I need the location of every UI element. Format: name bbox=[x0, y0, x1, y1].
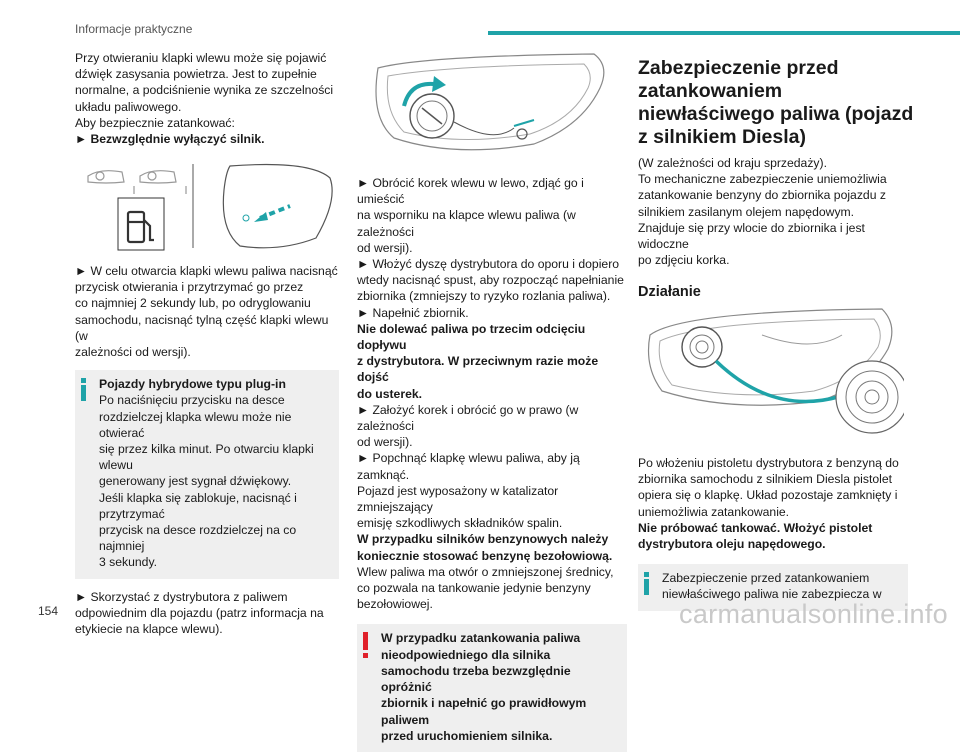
step-line: zbiornika (zmniejszy to ryzyko rozlania paliwa). bbox=[357, 289, 611, 304]
bold-warning-line: z dystrybutora. W przeciwnym razie może dojść bbox=[357, 354, 599, 385]
misfuel-device-figure bbox=[642, 305, 904, 443]
note-line: rozdzielczej klapka wlewu może nie otwierać bbox=[99, 409, 292, 440]
step-line: na wsporniku na klapce wlewu paliwa (w zależności bbox=[357, 208, 576, 239]
hybrid-info-note bbox=[75, 370, 339, 578]
body-line: zbiornika samochodu z silnikiem Diesla pistolet bbox=[638, 472, 893, 487]
note-title: Pojazdy hybrydowe typu plug-in bbox=[99, 377, 286, 392]
note-line: się przez kilka minut. Po otwarciu klapki wlewu bbox=[99, 442, 314, 473]
intro-line: To mechaniczne zabezpieczenie uniemożliwia bbox=[638, 172, 887, 187]
bold-line: dystrybutora oleju napędowego. bbox=[638, 537, 826, 552]
column-3-lower bbox=[638, 455, 918, 611]
note-line: Zabezpieczenie przed zatankowaniem bbox=[662, 571, 870, 586]
column-3 bbox=[638, 57, 918, 301]
intro-line: Przy otwieraniu klapki wlewu może się pojawić bbox=[75, 51, 327, 65]
warning-line: nieodpowiedniego dla silnika bbox=[381, 647, 551, 662]
step-line: emisję szkodliwych składników spalin. bbox=[357, 516, 563, 531]
step-open-line: ► W celu otwarcia klapki wlewu paliwa nacisnąć bbox=[75, 264, 338, 278]
step-line: ► Założyć korek i obrócić go w prawo (w zależności bbox=[357, 402, 579, 434]
warning-line: przed uruchomieniem silnika. bbox=[381, 728, 553, 743]
warning-icon bbox=[363, 632, 368, 660]
step-line: od wersji). bbox=[357, 435, 413, 450]
watermark: carmanualsonline.info bbox=[679, 599, 948, 629]
step-open-line: zależności od wersji). bbox=[75, 345, 191, 360]
info-icon bbox=[644, 572, 649, 595]
intro-line: dźwięk zasysania powietrza. Jest to zupełnie bbox=[75, 67, 317, 82]
step-open-line: przycisk otwierania i przytrzymać go przez bbox=[75, 280, 304, 295]
intro-line: normalne, a podciśnienie wynika ze szczelności bbox=[75, 83, 334, 98]
step-open-line: co najmniej 2 sekundy lub, po odryglowaniu bbox=[75, 296, 311, 311]
bold-warning-line: Nie dolewać paliwa po trzecim odcięciu dopływu bbox=[357, 321, 586, 353]
column-2 bbox=[357, 175, 625, 752]
step-use-line: ► Skorzystać z dystrybutora z paliwem bbox=[75, 589, 288, 604]
wrong-fuel-warning bbox=[357, 624, 627, 751]
note-line: niewłaściwego paliwa nie zabezpiecza w bbox=[662, 587, 882, 602]
step-open-line: samochodu, nacisnąć tylną część klapki wlewu (w bbox=[75, 312, 329, 343]
header-accent-bar bbox=[488, 31, 960, 35]
step-use-line: etykiecie na klapce wlewu). bbox=[75, 622, 223, 637]
fuel-cap-figure bbox=[364, 48, 614, 160]
note-line: Po naciśnięciu przycisku na desce bbox=[99, 393, 285, 408]
note-line: 3 sekundy. bbox=[99, 555, 158, 570]
steering-wheel-icon bbox=[88, 171, 186, 194]
note-line: generowany jest sygnał dźwiękowy. bbox=[99, 474, 292, 489]
body-line: uniemożliwia zatankowanie. bbox=[638, 504, 790, 519]
step-line: ► Napełnić zbiornik. bbox=[357, 305, 469, 320]
warning-line: samochodu trzeba bezwzględnie opróżnić bbox=[381, 663, 571, 695]
intro-line: silnikiem zasilanym olejem napędowym. bbox=[638, 204, 855, 219]
fuel-door-button-figure bbox=[80, 160, 340, 252]
intro-line: Znajduje się przy wlocie do zbiornika i jest widoczne bbox=[638, 220, 865, 252]
warning-line: zbiornik i napełnić go prawidłowym paliwem bbox=[381, 696, 587, 727]
warning-line: W przypadku zatankowania paliwa bbox=[381, 631, 581, 646]
subsection-title: Działanie bbox=[638, 284, 701, 301]
header-section-title: Informacje praktyczne bbox=[75, 22, 193, 36]
step-line: bezołowiowej. bbox=[357, 597, 433, 612]
fuel-door-panel bbox=[223, 165, 332, 248]
step-line: ► Obrócić korek wlewu w lewo, zdjąć go i umieścić bbox=[357, 176, 584, 207]
step-line: co pozwala na tankowanie jedynie benzyny bbox=[357, 581, 591, 596]
section-title: Zabezpieczenie przed zatankowaniem niewłaściwego paliwa (pojazd z silnikiem Diesla) bbox=[638, 57, 914, 148]
step-line: od wersji). bbox=[357, 240, 413, 255]
bold-warning-line: do usterek. bbox=[357, 386, 423, 401]
intro-line: układu paliwowego. bbox=[75, 99, 182, 114]
note-line: Jeśli klapka się zablokuje, nacisnąć i przytrzymać bbox=[99, 490, 297, 521]
body-line: opiera się o klapkę. Układ pozostaje zamknięty i bbox=[638, 488, 898, 503]
bold-warning-line: koniecznie stosować benzynę bezołowiową. bbox=[357, 548, 613, 563]
step-line: Pojazd jest wyposażony w katalizator zmniejszający bbox=[357, 483, 559, 515]
body-line: Po włożeniu pistoletu dystrybutora z benzyną do bbox=[638, 456, 899, 470]
step-line: wtedy nacisnąć spust, aby rozpocząć napełnianie bbox=[357, 273, 624, 288]
intro-line: zatankowanie benzyny do zbiornika pojazdu z bbox=[638, 188, 886, 203]
step-engine-off: ► Bezwzględnie wyłączyć silnik. bbox=[75, 132, 265, 147]
step-line: Wlew paliwa ma otwór o zmniejszonej średnicy, bbox=[357, 564, 614, 579]
bold-line: Nie próbować tankować. Włożyć pistolet bbox=[638, 520, 873, 535]
intro-line: po zdjęciu korka. bbox=[638, 253, 730, 268]
intro-line: Aby bezpiecznie zatankować: bbox=[75, 115, 235, 130]
page-number: 154 bbox=[38, 604, 59, 618]
bold-warning-line: W przypadku silników benzynowych należy bbox=[357, 532, 609, 547]
intro-line: (W zależności od kraju sprzedaży). bbox=[638, 156, 827, 170]
info-icon bbox=[81, 378, 86, 401]
step-line: ► Włożyć dyszę dystrybutora do oporu i dopiero bbox=[357, 257, 620, 272]
step-use-line: odpowiednim dla pojazdu (patrz informacja na bbox=[75, 605, 324, 620]
column-1-lower bbox=[75, 263, 340, 637]
column-1 bbox=[75, 50, 337, 147]
note-line: przycisk na desce rozdzielczej na co najmniej bbox=[99, 523, 297, 554]
step-line: ► Popchnąć klapkę wlewu paliwa, aby ją zamknąć. bbox=[357, 451, 580, 482]
